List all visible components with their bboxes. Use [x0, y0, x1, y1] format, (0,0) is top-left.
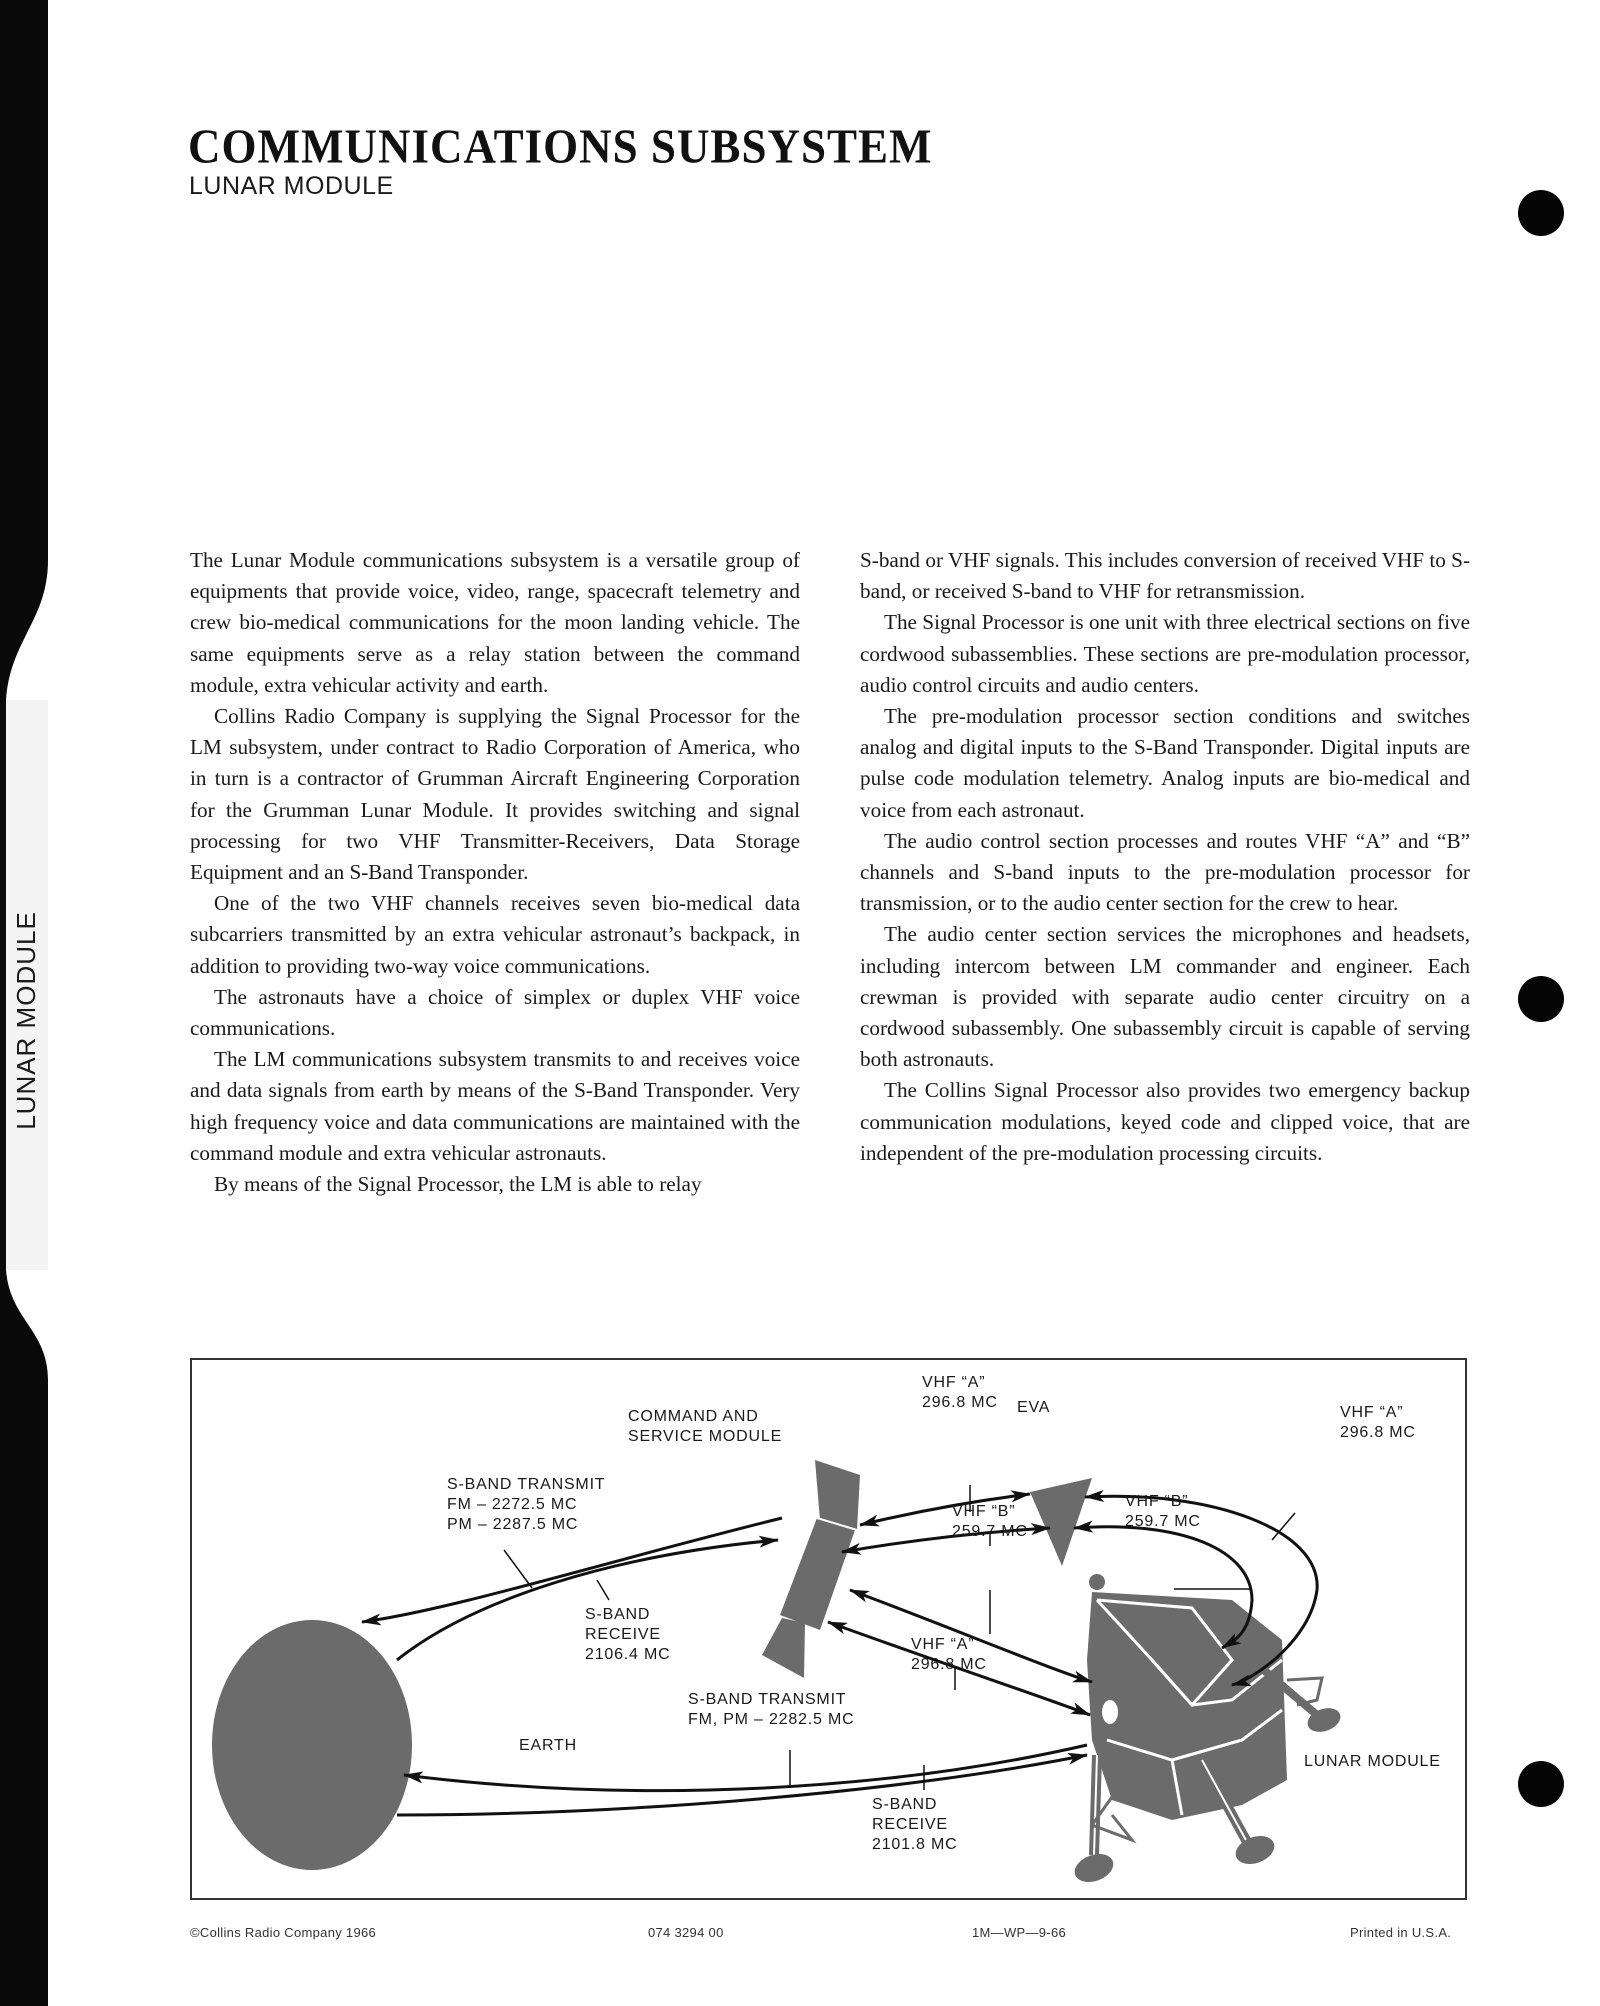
punch-hole [1518, 976, 1564, 1022]
leader [504, 1550, 532, 1588]
paragraph: The pre-modulation processor section conditions and switches analog and digital inputs to the S-Band Transponder. Digital inputs are pulse code modulation telemetry. Analog inputs are bio-medical and voice from each astronaut. [860, 704, 1470, 822]
label-lunar-module: LUNAR MODULE [1304, 1753, 1441, 1770]
paragraph: The audio control section processes and routes VHF “A” and “B” channels and S-band inputs to the pre-modulation processor for transmission, or to the audio center section for the crew to hear. [860, 828, 1470, 916]
punch-hole [1518, 1761, 1564, 1807]
csm-shape [762, 1460, 860, 1678]
page-title: COMMUNICATIONS SUBSYSTEM [188, 119, 933, 174]
footer-printed: Printed in U.S.A. [1350, 1925, 1452, 1940]
lunar-module-shape [1071, 1574, 1344, 1887]
label-lm-earth-transmit: S-BAND TRANSMIT FM, PM – 2282.5 MC [688, 1691, 855, 1728]
label-earth: EARTH [519, 1737, 577, 1754]
paragraph: S-band or VHF signals. This includes conversion of received VHF to S-band, or received S-band to VHF for retransmission. [860, 548, 1470, 604]
eva-shape [1030, 1478, 1092, 1566]
diagram-canvas [192, 1360, 1469, 1902]
link-lm-to-earth [404, 1745, 1087, 1791]
label-eva: EVA [1017, 1399, 1051, 1416]
leader [597, 1580, 609, 1600]
section-tab-label-wrap [4, 905, 48, 1135]
page-subtitle: LUNAR MODULE [189, 172, 394, 200]
label-csm-earth-transmit: S-BAND TRANSMIT FM – 2272.5 MC PM – 2287.5 MC [447, 1476, 606, 1533]
footer-copyright: ©Collins Radio Company 1966 [190, 1925, 377, 1940]
label-csm-eva-vhf-a: VHF “A” 296.8 MC [922, 1374, 998, 1411]
paragraph: By means of the Signal Processor, the LM is able to relay [214, 1172, 702, 1197]
paragraph: The Signal Processor is one unit with three electrical sections on five cordwood subassemblies. These sections are pre-modulation processor, audio control circuits and audio centers. [860, 610, 1470, 697]
label-csm-earth-receive: S-BAND RECEIVE 2106.4 MC [585, 1606, 671, 1663]
paragraph: The Collins Signal Processor also provides two emergency backup communication modulations, keyed code and clipped voice, that are independent of the pre-modulation processing circuits. [860, 1078, 1470, 1165]
communications-diagram [190, 1358, 1467, 1900]
paragraph: The astronauts have a choice of simplex or duplex VHF voice communications. [190, 984, 800, 1041]
section-tab-label: LUNAR MODULE [10, 910, 41, 1130]
label-eva-lm-vhf-a: VHF “A” 296.8 MC [1340, 1404, 1416, 1441]
punch-hole [1518, 190, 1564, 236]
label-lm-earth-receive: S-BAND RECEIVE 2101.8 MC [872, 1796, 958, 1853]
paragraph: Collins Radio Company is supplying the Signal Processor for the LM subsystem, under contract to Radio Corporation of America, who in turn is a contractor of Grumman Aircraft Engineering Corporation for the Grumman Lunar Module. It provides switching and signal processing for two VHF Transmitter-Receivers, Data Storage Equipment and an S-Band Transponder. [190, 704, 800, 885]
body-column-left [190, 545, 800, 1200]
footer-print-code: 1M—WP—9-66 [972, 1925, 1067, 1940]
label-csm: COMMAND AND SERVICE MODULE [628, 1408, 783, 1445]
paragraph: One of the two VHF channels receives seven bio-medical data subcarriers transmitted by an extra vehicular astronaut’s backpack, in addition to providing two-way voice communications. [190, 891, 800, 978]
footer-doc-number: 074 3294 00 [648, 1925, 724, 1940]
label-csm-eva-vhf-b: VHF “B” 259.7 MC [952, 1503, 1028, 1540]
paragraph: The Lunar Module communications subsystem is a versatile group of equipments that provide voice, video, range, spacecraft telemetry and crew bio-medical communications for the moon landing vehicle. The same equipments serve as a relay station between the command module, extra vehicular activity and earth. [190, 548, 800, 697]
label-csm-lm-vhf-a: VHF “A” 296.8 MC [911, 1636, 987, 1673]
body-column-right [860, 545, 1470, 1169]
label-eva-lm-vhf-b: VHF “B” 259.7 MC [1125, 1493, 1201, 1530]
section-tab [0, 0, 48, 2006]
earth-shape [212, 1620, 412, 1870]
paragraph: The audio center section services the microphones and headsets, including intercom between LM commander and engineer. Each crewman is provided with separate audio center circuitry on a cordwood subassembly. One subassembly circuit is capable of serving both astronauts. [860, 922, 1470, 1072]
paragraph: The LM communications subsystem transmits to and receives voice and data signals from earth by means of the S-Band Transponder. Very high frequency voice and data communications are maintained with the command module and extra vehicular astronauts. [190, 1047, 800, 1165]
